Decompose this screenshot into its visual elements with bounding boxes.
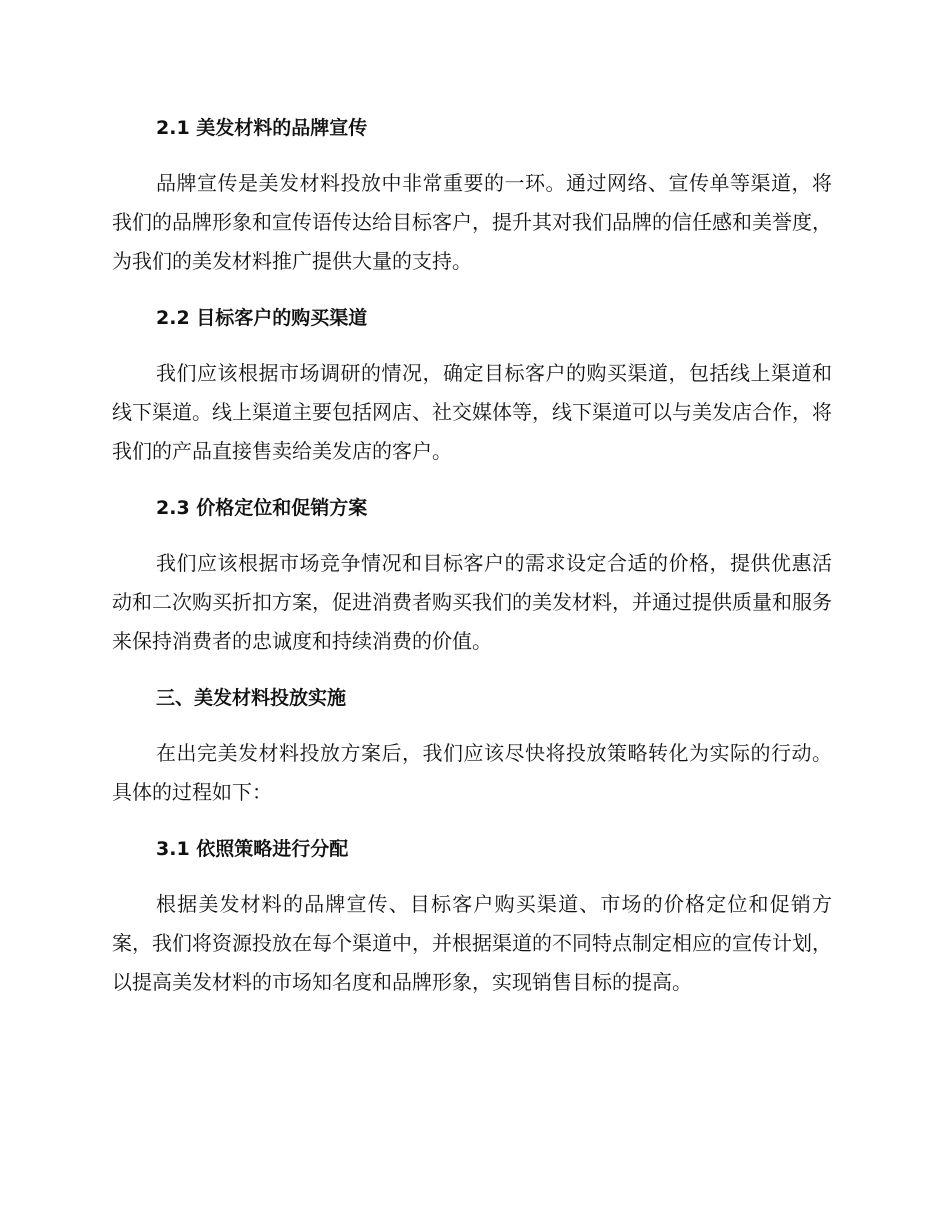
section-paragraph-3: 在出完美发材料投放方案后，我们应该尽快将投放策略转化为实际的行动。具体的过程如下： — [112, 741, 832, 804]
section-paragraph-2-3: 我们应该根据市场竞争情况和目标客户的需求设定合适的价格，提供优惠活动和二次购买折扣方案，促进消费者购买我们的美发材料，并通过提供质量和服务来保持消费者的忠诚度和持续消费的价值。 — [112, 551, 832, 653]
section-heading-2-3: 2.3 价格定位和促销方案 — [156, 497, 368, 519]
document-content — [112, 108, 832, 1002]
section-paragraph-2-1: 品牌宣传是美发材料投放中非常重要的一环。通过网络、宣传单等渠道，将我们的品牌形象和宣传语传达给目标客户，提升其对我们品牌的信任感和美誉度，为我们的美发材料推广提供大量的支持。 — [112, 171, 832, 273]
section-paragraph-2-2: 我们应该根据市场调研的情况，确定目标客户的购买渠道，包括线上渠道和线下渠道。线上渠道主要包括网店、社交媒体等，线下渠道可以与美发店合作，将我们的产品直接售卖给美发店的客户。 — [112, 361, 832, 463]
section-heading-3-1: 3.1 依照策略进行分配 — [156, 838, 349, 860]
section-paragraph-3-1: 根据美发材料的品牌宣传、目标客户购买渠道、市场的价格定位和促销方案，我们将资源投放在每个渠道中，并根据渠道的不同特点制定相应的宣传计划，以提高美发材料的市场知名度和品牌形象，实现销售目标的提高。 — [112, 892, 832, 994]
section-heading-3: 三、美发材料投放实施 — [156, 687, 347, 709]
section-heading-2-2: 2.2 目标客户的购买渠道 — [156, 307, 368, 329]
section-heading-2-1: 2.1 美发材料的品牌宣传 — [156, 117, 368, 139]
